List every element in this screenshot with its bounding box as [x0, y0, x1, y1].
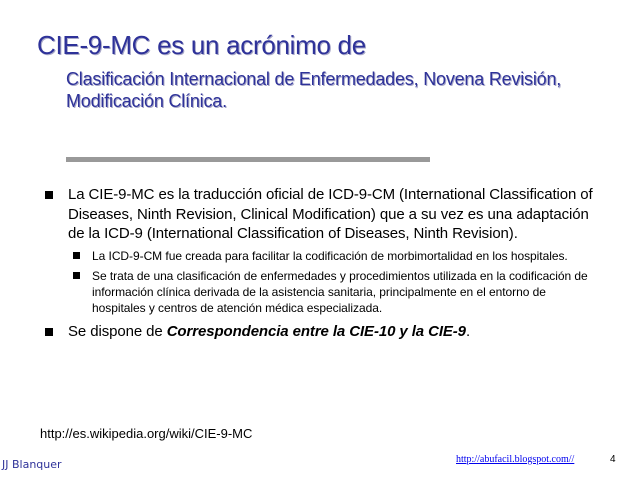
sub-bullet-text: La ICD-9-CM fue creada para facilitar la codificación de morbimortalidad en los hospitales.: [92, 248, 568, 263]
sub-bullet-item: [68, 268, 600, 317]
square-bullet-icon: [45, 191, 53, 199]
bullet-item: [40, 322, 600, 342]
source-url: http://es.wikipedia.org/wiki/CIE-9-MC: [40, 426, 253, 441]
sub-bullet-list: [68, 248, 600, 317]
sub-bullet-text: Se trata de una clasificación de enfermedades y procedimientos utilizada en la codificación de información clínica derivada de la asistencia sanitaria, principalmente en el entorno de hospitales y centros de atención médica especializada.: [92, 268, 588, 316]
square-bullet-icon: [73, 252, 80, 259]
slide-title: CIE-9-MC es un acrónimo de: [37, 30, 366, 60]
bullet-list: [40, 185, 600, 344]
footer-blog-link[interactable]: http://abufacil.blogspot.com//: [456, 454, 575, 465]
footer-author: JJ Blanquer: [2, 458, 62, 471]
slide-subtitle: Clasificación Internacional de Enfermedades, Novena Revisión, Modificación Clínica.: [66, 69, 562, 111]
title-divider: [66, 157, 430, 162]
sub-bullet-item: [68, 248, 600, 264]
bullet-text: La CIE-9-MC es la traducción oficial de ICD-9-CM (International Classification of Diseases, Ninth Revision, Clinical Modification) que a su vez es una adaptación de la ICD-9 (International Classification of Diseases, Ninth Revision).: [68, 186, 593, 242]
bullet-text-prefix: Se dispone de: [68, 323, 167, 341]
bullet-text-suffix: .: [465, 323, 471, 341]
page-number: 4: [610, 454, 616, 465]
square-bullet-icon: [73, 272, 80, 279]
square-bullet-icon: [45, 328, 53, 336]
bullet-item: [40, 185, 600, 316]
correspondence-emphasis: Correspondencia entre la CIE-10 y la CIE-9: [166, 323, 466, 341]
